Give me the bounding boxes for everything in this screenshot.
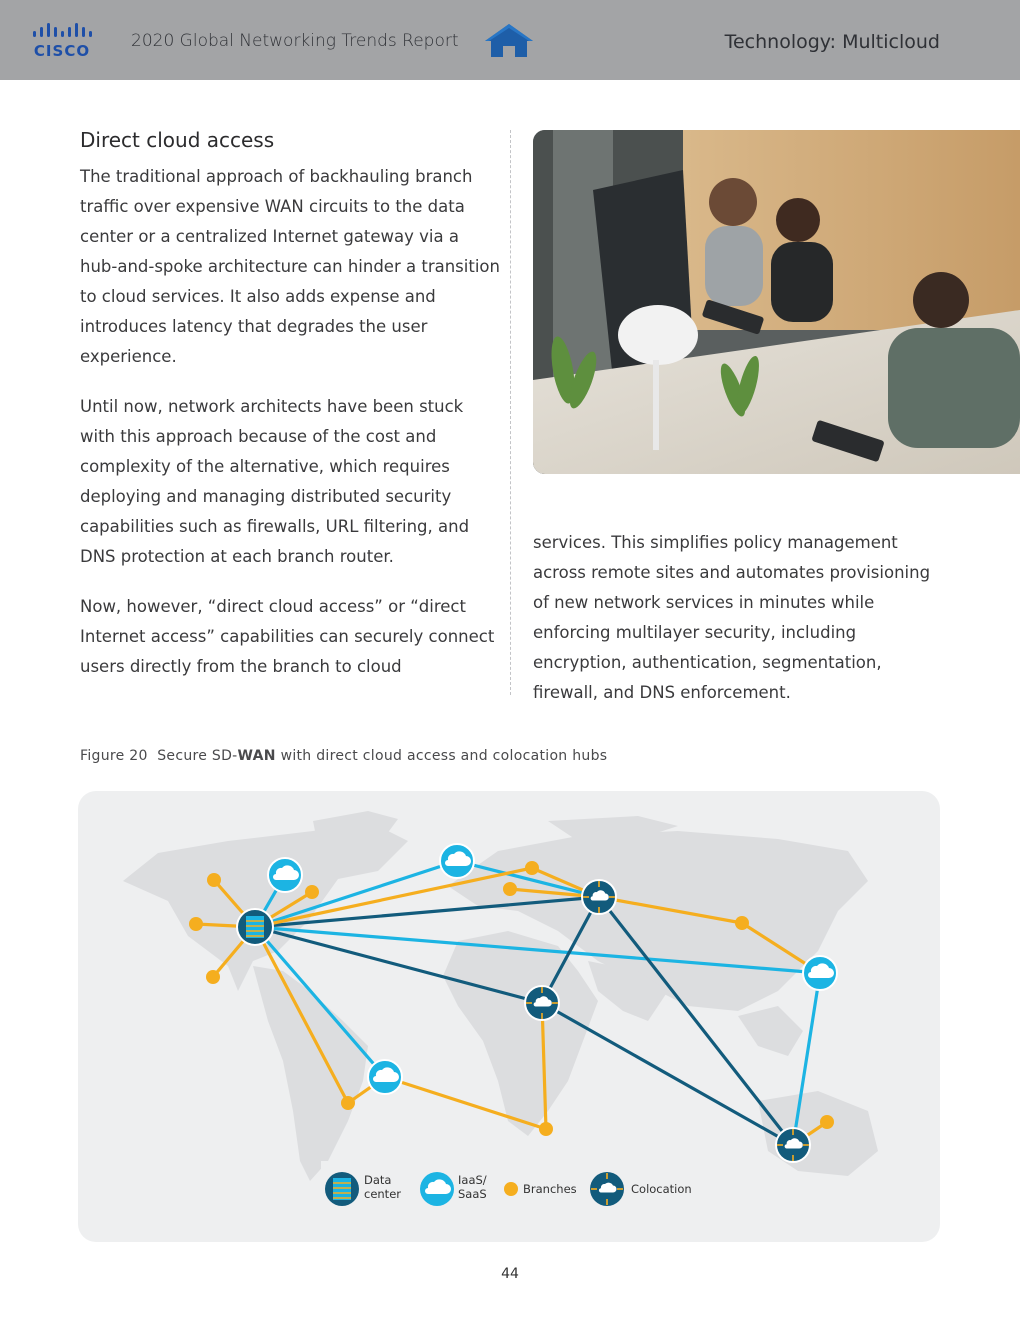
home-icon[interactable] (484, 22, 534, 58)
paragraph-3: Now, however, “direct cloud access” or “direct Internet access” capabilities can securely connect users directly from the branch to cloud (80, 597, 495, 676)
legend-label-branches: Branches (523, 1182, 577, 1196)
branch-dot (820, 1115, 834, 1129)
data-center-icon (237, 909, 273, 945)
colocation-icon (582, 880, 616, 914)
branch-dot (539, 1122, 553, 1136)
branch-dot (503, 882, 517, 896)
cloud-legend-icon (419, 1171, 455, 1207)
network-map-figure (78, 791, 940, 1242)
branch-dot (189, 917, 203, 931)
legend-data-center (324, 1171, 414, 1207)
cloud-icon (440, 844, 474, 878)
figure-caption-post: with direct cloud access and colocation hubs (275, 748, 608, 764)
branch-dot (207, 873, 221, 887)
figure-caption-bold: WAN (237, 748, 276, 764)
data-center-legend-icon (324, 1171, 360, 1207)
branch-dot (341, 1096, 355, 1110)
report-title: 2020 Global Networking Trends Report (131, 31, 459, 51)
cloud-icon (803, 956, 837, 990)
branch-legend-icon (503, 1171, 519, 1207)
branch-dot (305, 885, 319, 899)
legend-label-cloud: IaaS/ SaaS (458, 1173, 487, 1201)
cloud-icon (268, 858, 302, 892)
legend-branches (503, 1171, 593, 1207)
page-number: 44 (501, 1266, 519, 1282)
paragraph-1: The traditional approach of backhauling branch traffic over expensive WAN circuits to the data center or a centralized Internet gateway via a hub-and-spoke architecture can hinder a transition to cloud services. It also adds expense and introduces latency that degrades the user experience. (80, 167, 500, 366)
colocation-icon (525, 986, 559, 1020)
column-divider (510, 130, 511, 695)
article-heading: Direct cloud access (80, 128, 275, 152)
map-legend (321, 1161, 699, 1215)
legend-label-colocation: Colocation (631, 1182, 692, 1196)
branch-dot (525, 861, 539, 875)
colocation-legend-icon (589, 1171, 625, 1207)
figure-caption (80, 748, 607, 764)
logo-wordmark: CISCO (33, 42, 91, 60)
colocation-icon (776, 1128, 810, 1162)
cloud-icon (368, 1060, 402, 1094)
cisco-bars-icon (30, 22, 94, 42)
branch-dot (735, 916, 749, 930)
branch-dot (206, 970, 220, 984)
section-title: Technology: Multicloud (724, 31, 940, 53)
paragraph-4: services. This simplifies policy management across remote sites and automates provisioning of new network services in minutes while enforcing multilayer security, including encryption, authentication, segmentation, firewall, and DNS enforcement. (533, 533, 931, 702)
paragraph-2: Until now, network architects have been stuck with this approach because of the cost and complexity of the alternative, which requires deploying and managing distributed security capabilities such as firewalls, URL filtering, and DNS protection at each branch router. (80, 397, 470, 566)
page-header (0, 0, 1020, 80)
office-photo-image (533, 130, 1020, 474)
continents (123, 811, 878, 1181)
legend-label-data-center: Data center (364, 1173, 401, 1201)
office-photo (533, 130, 1020, 474)
legend-colocation (589, 1171, 699, 1207)
cisco-logo[interactable] (30, 22, 94, 62)
figure-number: Figure 20 (80, 748, 148, 764)
legend-cloud (419, 1171, 499, 1207)
figure-caption-pre: Secure SD- (157, 748, 238, 764)
